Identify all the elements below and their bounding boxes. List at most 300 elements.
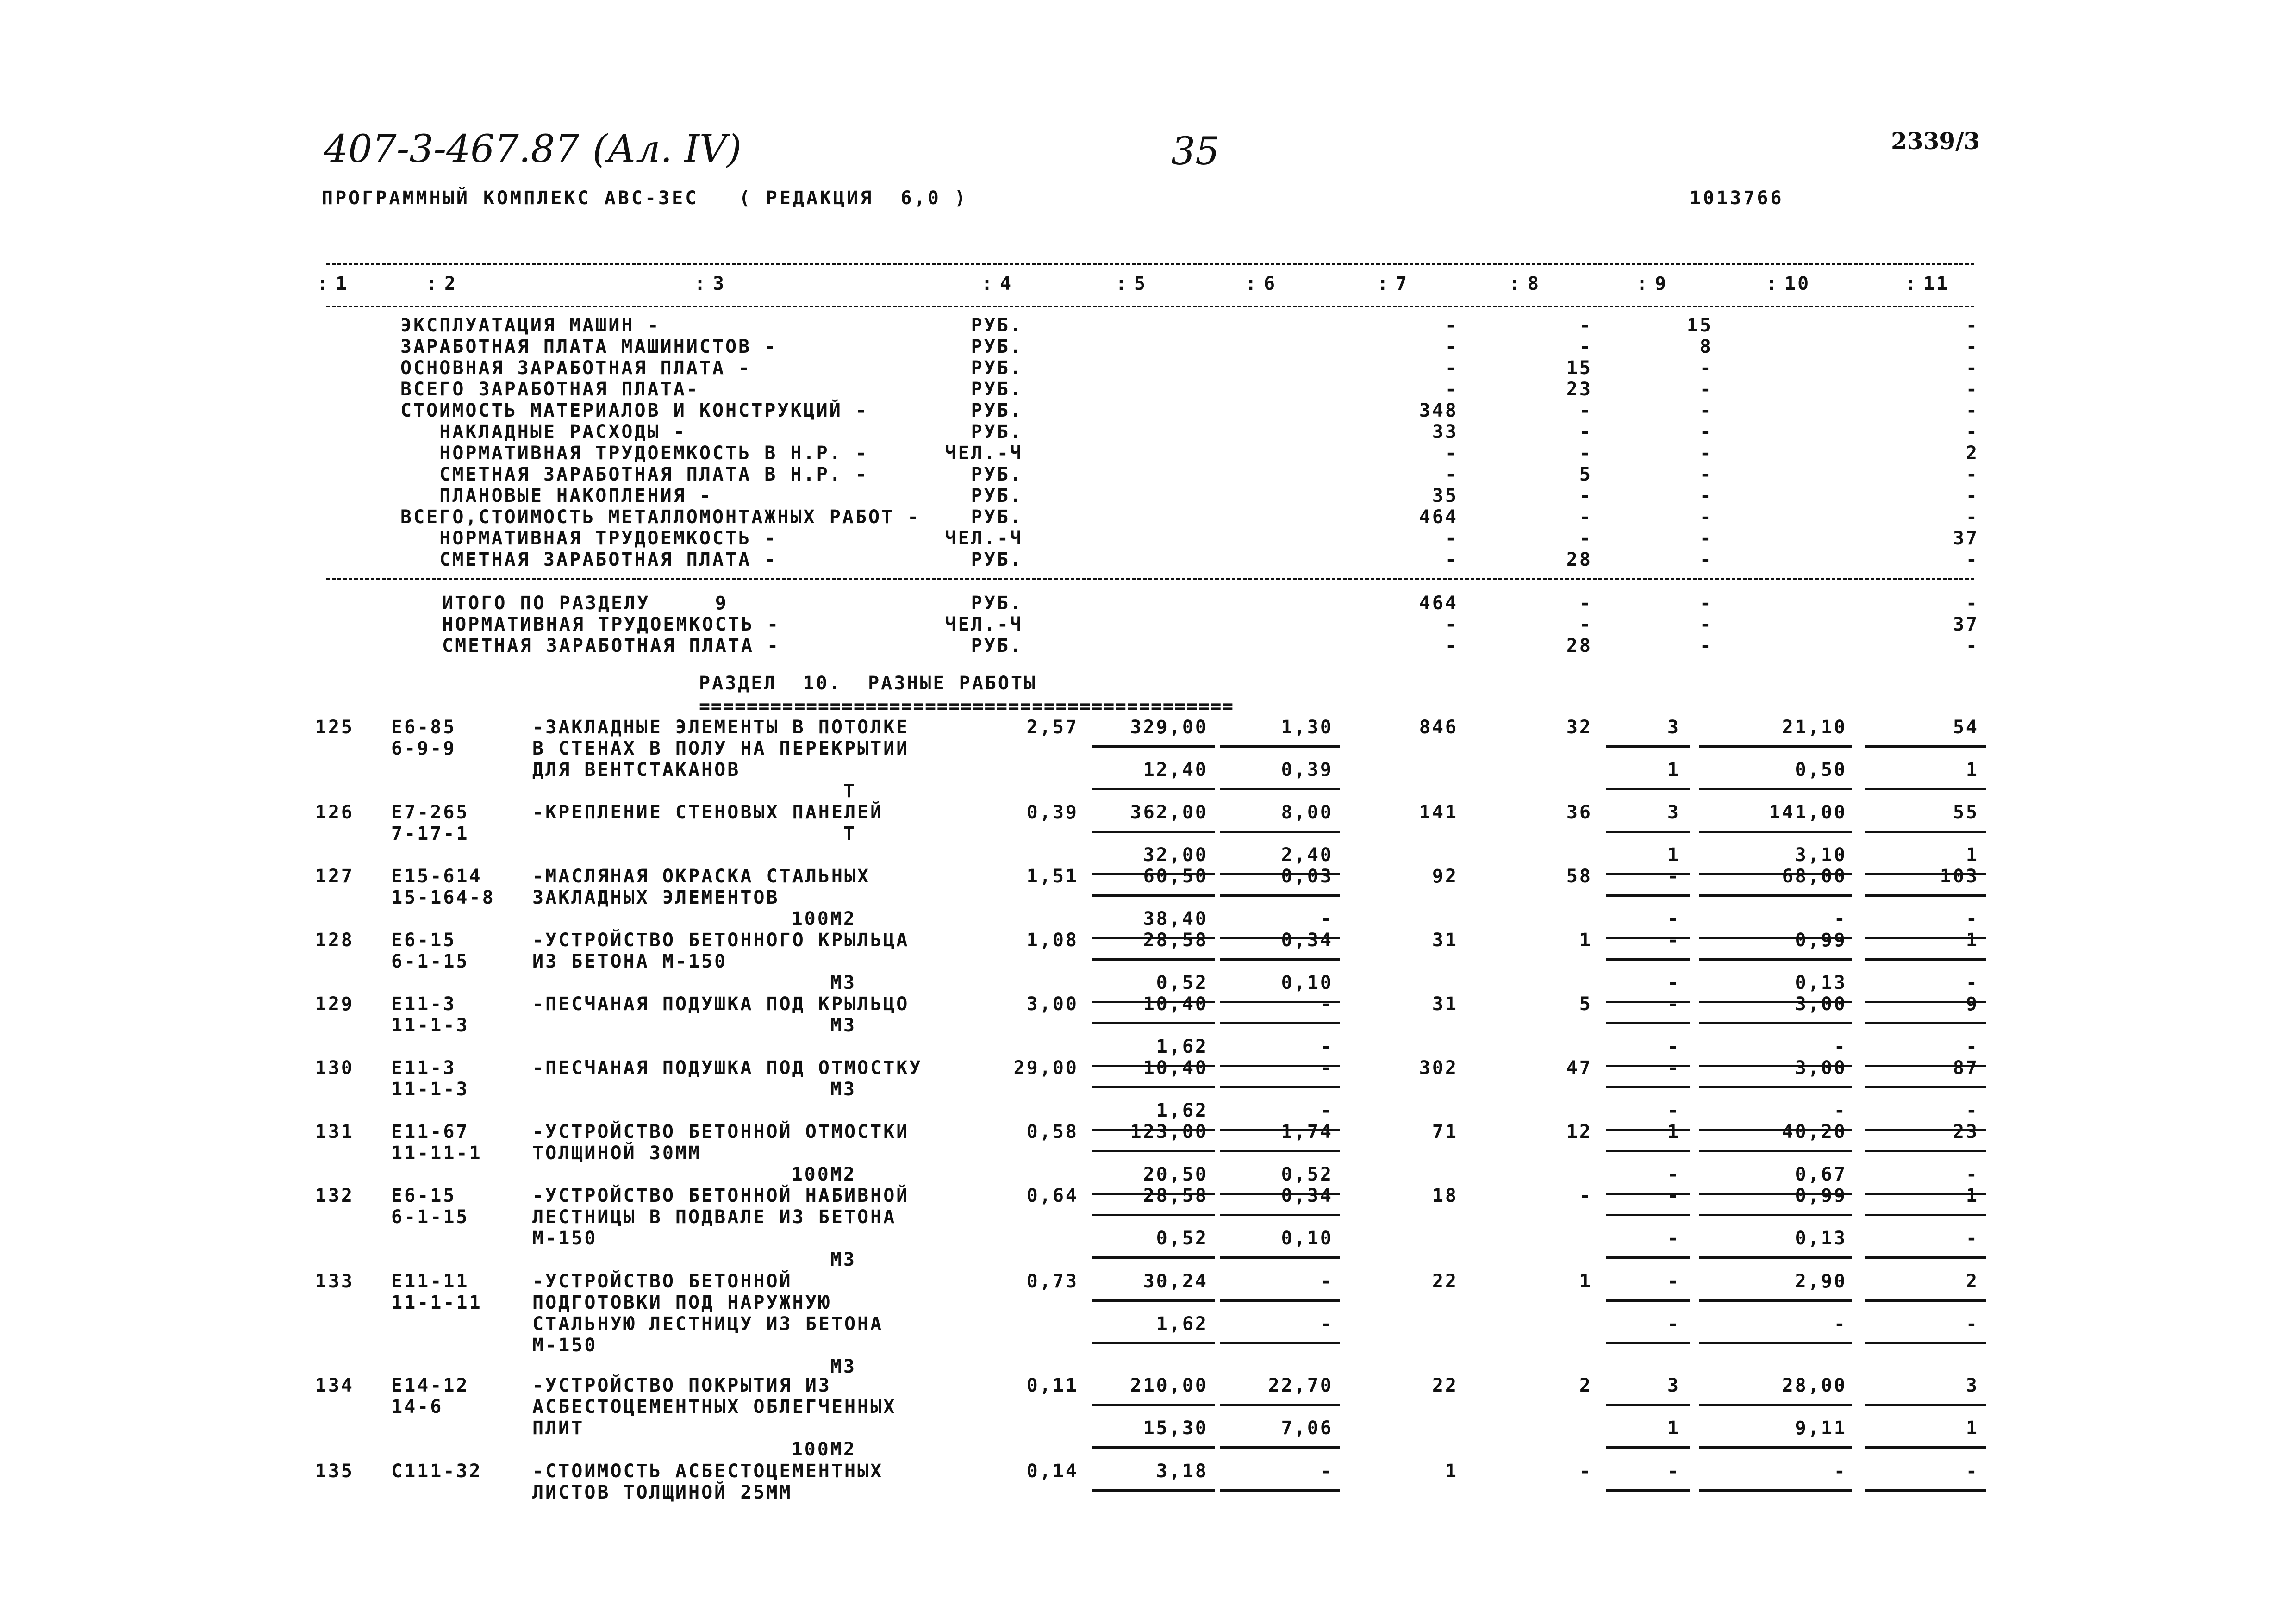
item-col9: 3: [1667, 717, 1680, 738]
total-col9: -: [1699, 614, 1713, 635]
item-description: В СТЕНАХ В ПОЛУ НА ПЕРЕКРЫТИИ: [532, 738, 910, 759]
item-col10-sub: 0,67: [1795, 1164, 1847, 1185]
item-wage-rate: 38,40: [1143, 908, 1208, 930]
item-number: 126: [315, 802, 354, 823]
item-underline: [1220, 1299, 1340, 1302]
summary-col11: -: [1965, 421, 1979, 443]
item-code: Е14-12: [391, 1375, 469, 1396]
item-total-cost: 92: [1432, 866, 1458, 887]
summary-label: ЭКСПЛУАТАЦИЯ МАШИН -: [400, 315, 661, 336]
item-machine-cost: -: [1320, 993, 1333, 1015]
summary-col9: -: [1699, 379, 1713, 400]
item-description: -МАСЛЯНАЯ ОКРАСКА СТАЛЬНЫХ: [532, 866, 871, 887]
item-total-cost: 846: [1419, 717, 1458, 738]
item-col11-sub: 1: [1965, 759, 1979, 781]
item-col11-sub: 1: [1965, 1418, 1979, 1439]
item-quantity: 0,73: [1026, 1271, 1079, 1292]
item-unit-price: 3,18: [1156, 1461, 1208, 1482]
summary-label: ЗАРАБОТНАЯ ПЛАТА МАШИНИСТОВ -: [400, 336, 778, 357]
total-col7: -: [1445, 635, 1458, 656]
item-unit-price: 329,00: [1130, 717, 1208, 738]
total-col9: -: [1699, 635, 1713, 656]
item-col11-sub: -: [1965, 908, 1979, 930]
item-code: Е11-67: [391, 1121, 469, 1143]
total-col8: 28: [1566, 635, 1592, 656]
item-col9: -: [1667, 930, 1680, 951]
item-unit: М3: [830, 1356, 856, 1377]
item-col9: -: [1667, 993, 1680, 1015]
item-underline: [1092, 788, 1215, 790]
item-underline: [1699, 1299, 1852, 1302]
item-underline: [1606, 1256, 1690, 1259]
item-code-secondary: 14-6: [391, 1396, 443, 1418]
summary-col8: -: [1579, 315, 1592, 336]
item-underline: [1220, 1150, 1340, 1152]
item-total-cost: 71: [1432, 1121, 1458, 1143]
item-wage-cost: 1: [1579, 930, 1592, 951]
section-underline: =============================================: [699, 696, 1234, 717]
item-code-secondary: 6-1-15: [391, 951, 469, 972]
item-underline: [1220, 788, 1340, 790]
item-col11: 1: [1965, 1185, 1979, 1206]
item-unit: 100М2: [791, 908, 856, 930]
item-machine-cost: 1,74: [1281, 1121, 1333, 1143]
summary-rule: [326, 578, 1974, 580]
item-wage-cost: 32: [1566, 717, 1592, 738]
item-description: ЗАКЛАДНЫХ ЭЛЕМЕНТОВ: [532, 887, 780, 908]
item-col10-sub: 0,13: [1795, 972, 1847, 993]
item-description: М-150: [532, 1228, 598, 1249]
item-col11-sub: -: [1965, 1313, 1979, 1335]
item-machinist-wage: -: [1320, 1313, 1333, 1335]
item-col9-sub: 1: [1667, 844, 1680, 866]
summary-col7: -: [1445, 357, 1458, 379]
total-col9: -: [1699, 593, 1713, 614]
item-quantity: 29,00: [1013, 1057, 1079, 1079]
item-total-cost: 22: [1432, 1271, 1458, 1292]
item-underline: [1866, 1489, 1986, 1492]
item-underline: [1866, 1256, 1986, 1259]
summary-col11: -: [1965, 485, 1979, 506]
item-underline: [1699, 745, 1852, 748]
item-underline: [1699, 1214, 1852, 1216]
section-title: РАЗДЕЛ 10. РАЗНЫЕ РАБОТЫ: [699, 673, 1037, 694]
item-unit: 100М2: [791, 1164, 856, 1185]
item-code-secondary: 6-1-15: [391, 1206, 469, 1228]
summary-label: ПЛАНОВЫЕ НАКОПЛЕНИЯ -: [400, 485, 712, 506]
item-machine-cost: 0,34: [1281, 1185, 1333, 1206]
item-underline: [1699, 1256, 1852, 1259]
summary-unit: ЧЕЛ.-Ч: [945, 443, 1023, 464]
item-underline: [1866, 1022, 1986, 1024]
item-description: М-150: [532, 1335, 598, 1356]
item-total-cost: 18: [1432, 1185, 1458, 1206]
item-col10-sub: -: [1834, 908, 1847, 930]
summary-col8: -: [1579, 506, 1592, 528]
item-wage-cost: -: [1579, 1185, 1592, 1206]
item-underline: [1606, 958, 1690, 961]
item-underline: [1220, 958, 1340, 961]
summary-col9: -: [1699, 400, 1713, 421]
item-quantity: 2,57: [1026, 717, 1079, 738]
item-description: ПЛИТ: [532, 1418, 585, 1439]
item-underline: [1092, 1489, 1215, 1492]
total-label: ИТОГО ПО РАЗДЕЛУ 9: [442, 593, 728, 614]
summary-col7: -: [1445, 528, 1458, 549]
summary-label: ВСЕГО,СТОИМОСТЬ МЕТАЛЛОМОНТАЖНЫХ РАБОТ -: [400, 506, 921, 528]
item-unit-price: 210,00: [1130, 1375, 1208, 1396]
item-underline: [1606, 788, 1690, 790]
total-unit: РУБ.: [971, 593, 1023, 614]
item-description: ТОЛЩИНОЙ 30ММ: [532, 1143, 702, 1164]
column-separator: :: [694, 273, 708, 294]
item-col9: 3: [1667, 802, 1680, 823]
item-underline: [1092, 1150, 1215, 1152]
item-underline: [1092, 1404, 1215, 1406]
column-number: 9: [1655, 273, 1668, 294]
item-underline: [1092, 745, 1215, 748]
item-col10-sub: -: [1834, 1036, 1847, 1057]
item-underline: [1606, 831, 1690, 833]
summary-col8: 15: [1566, 357, 1592, 379]
item-underline: [1866, 1404, 1986, 1406]
item-underline: [1699, 831, 1852, 833]
total-col8: -: [1579, 614, 1592, 635]
summary-col9: -: [1699, 506, 1713, 528]
document-id: 1013766: [1690, 187, 1784, 209]
item-underline: [1606, 1150, 1690, 1152]
item-underline: [1220, 1086, 1340, 1088]
item-col11: 9: [1965, 993, 1979, 1015]
summary-col7: 35: [1432, 485, 1458, 506]
item-total-cost: 141: [1419, 802, 1458, 823]
item-quantity: 0,39: [1026, 802, 1079, 823]
item-underline: [1092, 958, 1215, 961]
item-col11-sub: 1: [1965, 844, 1979, 866]
item-col10-sub: 0,13: [1795, 1228, 1847, 1249]
item-col9-sub: -: [1667, 1036, 1680, 1057]
column-separator: :: [1905, 273, 1918, 294]
column-number: 8: [1528, 273, 1541, 294]
column-separator: :: [1245, 273, 1259, 294]
item-underline: [1699, 958, 1852, 961]
item-machinist-wage: -: [1320, 1100, 1333, 1121]
summary-col7: 348: [1419, 400, 1458, 421]
item-machinist-wage: 0,52: [1281, 1164, 1333, 1185]
item-number: 128: [315, 930, 354, 951]
item-wage-cost: 47: [1566, 1057, 1592, 1079]
summary-col9: 8: [1699, 336, 1713, 357]
item-col9: 1: [1667, 1121, 1680, 1143]
summary-unit: РУБ.: [971, 400, 1023, 421]
header-bottom-rule: [326, 306, 1974, 307]
item-underline: [1092, 1342, 1215, 1344]
item-col9-sub: 1: [1667, 1418, 1680, 1439]
item-code: Е11-3: [391, 1057, 456, 1079]
item-col10: 0,99: [1795, 930, 1847, 951]
item-machinist-wage: 2,40: [1281, 844, 1333, 866]
item-underline: [1866, 745, 1986, 748]
summary-col11: -: [1965, 464, 1979, 485]
item-col10: 21,10: [1782, 717, 1847, 738]
item-underline: [1699, 1446, 1852, 1449]
item-code-secondary: 15-164-8: [391, 887, 495, 908]
column-separator: :: [1377, 273, 1391, 294]
total-unit: РУБ.: [971, 635, 1023, 656]
item-machine-cost: -: [1320, 1271, 1333, 1292]
item-underline: [1092, 1214, 1215, 1216]
item-wage-rate: 20,50: [1143, 1164, 1208, 1185]
item-col11: 1: [1965, 930, 1979, 951]
item-number: 133: [315, 1271, 354, 1292]
summary-label: НОРМАТИВНАЯ ТРУДОЕМКОСТЬ -: [400, 528, 778, 549]
sheet-code: 2339/3: [1891, 127, 1980, 155]
item-machine-cost: 0,03: [1281, 866, 1333, 887]
column-separator: :: [1766, 273, 1779, 294]
item-quantity: 0,11: [1026, 1375, 1079, 1396]
summary-unit: РУБ.: [971, 549, 1023, 570]
item-col9-sub: -: [1667, 1164, 1680, 1185]
summary-col8: -: [1579, 400, 1592, 421]
item-wage-rate: 1,62: [1156, 1036, 1208, 1057]
summary-label: СМЕТНАЯ ЗАРАБОТНАЯ ПЛАТА В Н.Р. -: [400, 464, 868, 485]
summary-col9: -: [1699, 549, 1713, 570]
item-unit-price: 10,40: [1143, 993, 1208, 1015]
item-code-secondary: 11-11-1: [391, 1143, 482, 1164]
item-col10: 0,99: [1795, 1185, 1847, 1206]
summary-unit: РУБ.: [971, 357, 1023, 379]
item-col9: 3: [1667, 1375, 1680, 1396]
item-underline: [1092, 1022, 1215, 1024]
summary-col7: -: [1445, 336, 1458, 357]
item-code: Е6-15: [391, 1185, 456, 1206]
column-number: 1: [336, 273, 349, 294]
item-underline: [1220, 745, 1340, 748]
item-col10-sub: 0,50: [1795, 759, 1847, 781]
summary-col8: 23: [1566, 379, 1592, 400]
total-label: СМЕТНАЯ ЗАРАБОТНАЯ ПЛАТА -: [442, 635, 780, 656]
column-separator: :: [1509, 273, 1522, 294]
item-unit-price: 30,24: [1143, 1271, 1208, 1292]
column-separator: :: [426, 273, 439, 294]
item-unit-price: 123,00: [1130, 1121, 1208, 1143]
item-col11: 55: [1953, 802, 1979, 823]
item-quantity: 1,08: [1026, 930, 1079, 951]
item-quantity: 0,14: [1026, 1461, 1079, 1482]
item-col10-sub: 3,10: [1795, 844, 1847, 866]
item-col11: 103: [1940, 866, 1979, 887]
column-number: 5: [1134, 273, 1148, 294]
summary-col9: -: [1699, 443, 1713, 464]
item-unit-price: 60,50: [1143, 866, 1208, 887]
item-description: -УСТРОЙСТВО БЕТОННОЙ НАБИВНОЙ: [532, 1185, 910, 1206]
item-machinist-wage: 0,10: [1281, 972, 1333, 993]
summary-col8: 28: [1566, 549, 1592, 570]
summary-col7: -: [1445, 379, 1458, 400]
item-machine-cost: 0,34: [1281, 930, 1333, 951]
item-description: АСБЕСТОЦЕМЕНТНЫХ ОБЛЕГЧЕННЫХ: [532, 1396, 897, 1418]
summary-col7: -: [1445, 549, 1458, 570]
item-machinist-wage: 7,06: [1281, 1418, 1333, 1439]
item-underline: [1866, 1150, 1986, 1152]
item-unit: Т: [843, 823, 856, 844]
summary-col9: -: [1699, 421, 1713, 443]
item-col9: -: [1667, 1271, 1680, 1292]
item-underline: [1092, 1256, 1215, 1259]
item-wage-cost: 5: [1579, 993, 1592, 1015]
summary-label: НАКЛАДНЫЕ РАСХОДЫ -: [400, 421, 686, 443]
item-underline: [1220, 1489, 1340, 1492]
item-col11-sub: -: [1965, 1228, 1979, 1249]
item-underline: [1699, 788, 1852, 790]
column-number: 2: [444, 273, 458, 294]
item-unit-price: 362,00: [1130, 802, 1208, 823]
summary-label: ОСНОВНАЯ ЗАРАБОТНАЯ ПЛАТА -: [400, 357, 752, 379]
item-quantity: 3,00: [1026, 993, 1079, 1015]
summary-unit: ЧЕЛ.-Ч: [945, 528, 1023, 549]
summary-unit: РУБ.: [971, 464, 1023, 485]
item-underline: [1606, 1022, 1690, 1024]
item-underline: [1699, 1489, 1852, 1492]
item-wage-cost: 1: [1579, 1271, 1592, 1292]
item-underline: [1606, 1086, 1690, 1088]
item-underline: [1866, 1214, 1986, 1216]
summary-col8: -: [1579, 485, 1592, 506]
item-description: ИЗ БЕТОНА М-150: [532, 951, 728, 972]
item-col10: 28,00: [1782, 1375, 1847, 1396]
item-underline: [1699, 1150, 1852, 1152]
item-total-cost: 22: [1432, 1375, 1458, 1396]
summary-col7: 33: [1432, 421, 1458, 443]
summary-unit: РУБ.: [971, 379, 1023, 400]
item-wage-rate: 0,52: [1156, 1228, 1208, 1249]
item-unit: М3: [830, 1249, 856, 1270]
item-underline: [1606, 1214, 1690, 1216]
item-unit: 100М2: [791, 1439, 856, 1460]
summary-col7: -: [1445, 443, 1458, 464]
summary-unit: РУБ.: [971, 485, 1023, 506]
summary-col11: -: [1965, 549, 1979, 570]
item-underline: [1866, 1086, 1986, 1088]
item-col11: -: [1965, 1461, 1979, 1482]
summary-col11: 37: [1953, 528, 1979, 549]
summary-col7: -: [1445, 315, 1458, 336]
item-underline: [1220, 1214, 1340, 1216]
summary-col11: -: [1965, 357, 1979, 379]
summary-label: СМЕТНАЯ ЗАРАБОТНАЯ ПЛАТА -: [400, 549, 778, 570]
item-code: С111-32: [391, 1461, 482, 1482]
total-label: НОРМАТИВНАЯ ТРУДОЕМКОСТЬ -: [442, 614, 780, 635]
summary-unit: РУБ.: [971, 506, 1023, 528]
program-header: ПРОГРАММНЫЙ КОМПЛЕКС АВС-ЗЕС ( РЕДАКЦИЯ 6,0 ): [322, 187, 968, 209]
item-col10-sub: 9,11: [1795, 1418, 1847, 1439]
item-underline: [1866, 1446, 1986, 1449]
total-col8: -: [1579, 593, 1592, 614]
item-total-cost: 302: [1419, 1057, 1458, 1079]
item-col11-sub: -: [1965, 1164, 1979, 1185]
item-underline: [1220, 894, 1340, 897]
summary-col8: 5: [1579, 464, 1592, 485]
summary-unit: РУБ.: [971, 315, 1023, 336]
item-col11: 2: [1965, 1271, 1979, 1292]
item-wage-cost: 2: [1579, 1375, 1592, 1396]
summary-col11: -: [1965, 506, 1979, 528]
item-underline: [1220, 1446, 1340, 1449]
item-col11-sub: -: [1965, 1036, 1979, 1057]
summary-col8: -: [1579, 528, 1592, 549]
item-wage-rate: 1,62: [1156, 1100, 1208, 1121]
item-description: -СТОИМОСТЬ АСБЕСТОЦЕМЕНТНЫХ: [532, 1461, 884, 1482]
item-col11: 3: [1965, 1375, 1979, 1396]
item-wage-rate: 15,30: [1143, 1418, 1208, 1439]
item-quantity: 0,58: [1026, 1121, 1079, 1143]
item-col11: 87: [1953, 1057, 1979, 1079]
item-code: Е15-614: [391, 866, 482, 887]
item-code: Е6-85: [391, 717, 456, 738]
item-description: -ПЕСЧАНАЯ ПОДУШКА ПОД КРЫЛЬЦО: [532, 993, 910, 1015]
item-col9-sub: -: [1667, 1313, 1680, 1335]
summary-col9: 15: [1686, 315, 1713, 336]
item-col10: 2,90: [1795, 1271, 1847, 1292]
item-code-secondary: 11-1-11: [391, 1292, 482, 1313]
item-number: 130: [315, 1057, 354, 1079]
item-description: -УСТРОЙСТВО БЕТОННОЙ: [532, 1271, 792, 1292]
column-number: 6: [1264, 273, 1277, 294]
handwritten-doc-code: 407-3-467.87: [324, 127, 580, 171]
item-machine-cost: 22,70: [1268, 1375, 1333, 1396]
item-underline: [1866, 1299, 1986, 1302]
column-separator: :: [1636, 273, 1650, 294]
item-underline: [1092, 894, 1215, 897]
item-underline: [1699, 1022, 1852, 1024]
summary-col11: 2: [1965, 443, 1979, 464]
total-col11: -: [1965, 593, 1979, 614]
item-machine-cost: 8,00: [1281, 802, 1333, 823]
item-underline: [1220, 1022, 1340, 1024]
item-machinist-wage: -: [1320, 908, 1333, 930]
item-underline: [1606, 1489, 1690, 1492]
column-separator: :: [1116, 273, 1129, 294]
column-number: 3: [713, 273, 726, 294]
item-col10-sub: -: [1834, 1100, 1847, 1121]
column-separator: :: [981, 273, 995, 294]
item-total-cost: 31: [1432, 993, 1458, 1015]
item-unit-price: 28,58: [1143, 1185, 1208, 1206]
item-description: СТАЛЬНУЮ ЛЕСТНИЦУ ИЗ БЕТОНА: [532, 1313, 884, 1335]
item-unit-price: 10,40: [1143, 1057, 1208, 1079]
item-col11-sub: -: [1965, 972, 1979, 993]
summary-col11: -: [1965, 379, 1979, 400]
item-description: -УСТРОЙСТВО БЕТОННОГО КРЫЛЬЦА: [532, 930, 910, 951]
item-underline: [1092, 1299, 1215, 1302]
item-underline: [1092, 1086, 1215, 1088]
item-underline: [1606, 894, 1690, 897]
item-number: 129: [315, 993, 354, 1015]
item-code-secondary: 11-1-3: [391, 1079, 469, 1100]
item-underline: [1699, 1404, 1852, 1406]
item-wage-rate: 0,52: [1156, 972, 1208, 993]
item-underline: [1606, 745, 1690, 748]
item-unit: М3: [830, 1015, 856, 1036]
item-number: 132: [315, 1185, 354, 1206]
item-code-secondary: 7-17-1: [391, 823, 469, 844]
item-underline: [1866, 894, 1986, 897]
item-description: -ЗАКЛАДНЫЕ ЭЛЕМЕНТЫ В ПОТОЛКЕ: [532, 717, 910, 738]
item-wage-cost: 36: [1566, 802, 1592, 823]
item-col10: -: [1834, 1461, 1847, 1482]
column-number: 7: [1396, 273, 1409, 294]
summary-col8: -: [1579, 443, 1592, 464]
